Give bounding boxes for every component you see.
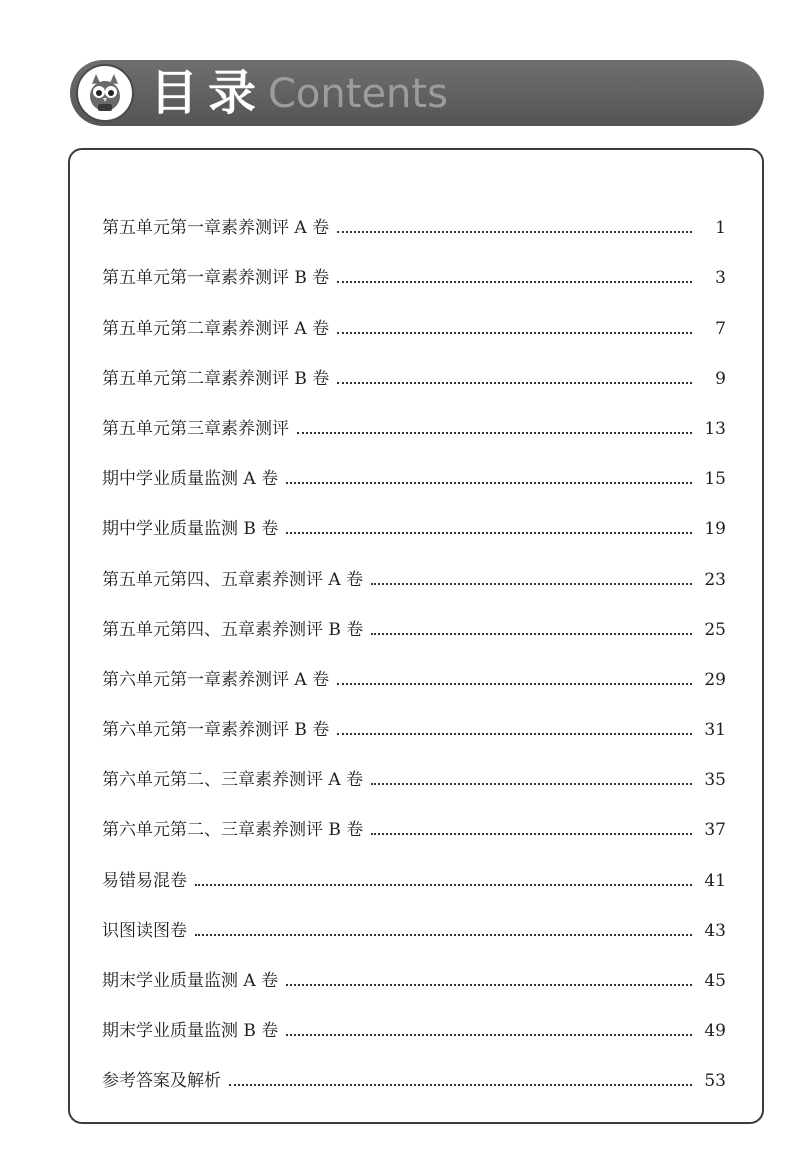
toc-entry-page: 35 [704,770,726,791]
toc-entry[interactable] [102,491,726,541]
toc-entry-title: 第五单元第二章素养测评 B 卷 [102,368,330,389]
toc-entry[interactable] [102,441,726,491]
dot-leader [337,332,692,334]
toc-entry-title: 识图读图卷 [102,920,187,941]
toc-entry-title: 第六单元第二、三章素养测评 B 卷 [102,820,364,841]
page-title-english: Contents [268,71,448,117]
toc-entry[interactable] [102,943,726,993]
toc-entry-title: 第六单元第一章素养测评 B 卷 [102,720,330,741]
toc-entry-title: 参考答案及解析 [102,1071,221,1092]
toc-entry-title: 第五单元第二章素养测评 A 卷 [102,318,330,339]
dot-leader [337,281,692,283]
toc-entry[interactable] [102,993,726,1043]
toc-entry-page: 23 [704,569,726,590]
dot-leader [229,1084,692,1086]
dot-leader [297,432,692,434]
toc-entry-title: 第五单元第三章素养测评 [102,418,289,439]
toc-entry[interactable] [102,642,726,692]
toc-entry-page: 25 [704,619,726,640]
owl-mascot-icon [76,64,134,122]
toc-entry-page: 9 [715,368,726,389]
toc-entry[interactable] [102,290,726,340]
toc-entry-page: 13 [704,418,726,439]
toc-entry-title: 第五单元第四、五章素养测评 B 卷 [102,619,364,640]
toc-entry[interactable] [102,391,726,441]
dot-leader [371,833,692,835]
toc-entry-title: 第六单元第一章素养测评 A 卷 [102,669,330,690]
toc-entry-title: 第五单元第一章素养测评 B 卷 [102,268,330,289]
toc-entry[interactable] [102,592,726,642]
toc-entry-title: 期中学业质量监测 B 卷 [102,519,279,540]
dot-leader [337,382,692,384]
toc-entry-page: 49 [704,1021,726,1042]
dot-leader [286,1034,692,1036]
dot-leader [371,583,692,585]
dot-leader [337,733,692,735]
toc-entry-page: 45 [704,971,726,991]
toc-entry-page: 1 [715,218,726,239]
dot-leader [286,984,692,986]
toc-entry[interactable] [102,190,726,240]
toc-entry-title: 第六单元第二、三章素养测评 A 卷 [102,770,364,791]
toc-entry-page: 31 [704,720,726,741]
toc-entry[interactable] [102,742,726,792]
toc-entry-title: 期末学业质量监测 A 卷 [102,971,279,991]
toc-entry[interactable] [102,341,726,391]
dot-leader [371,633,692,635]
page-title: 目录 [150,65,267,121]
toc-entry-page: 43 [704,920,726,941]
toc-entry-page: 3 [715,268,726,289]
toc-entry-page: 53 [704,1071,726,1092]
toc-entry-title: 期末学业质量监测 B 卷 [102,1021,279,1042]
toc-list [102,190,726,1093]
toc-entry-page: 19 [704,519,726,540]
toc-entry-page: 37 [704,820,726,841]
dot-leader [195,934,692,936]
toc-entry[interactable] [102,842,726,892]
dot-leader [286,532,692,534]
toc-entry-page: 41 [704,870,726,891]
toc-entry-title: 第五单元第四、五章素养测评 A 卷 [102,569,364,590]
dot-leader [337,683,692,685]
toc-entry-title: 第五单元第一章素养测评 A 卷 [102,218,330,239]
toc-entry[interactable] [102,692,726,742]
dot-leader [371,783,692,785]
toc-entry-page: 7 [715,318,726,339]
toc-entry-page: 15 [704,469,726,490]
toc-entry[interactable] [102,792,726,842]
toc-entry[interactable] [102,240,726,290]
dot-leader [286,482,692,484]
dot-leader [337,231,692,233]
toc-entry[interactable] [102,1043,726,1093]
dot-leader [195,884,692,886]
toc-entry[interactable] [102,541,726,591]
toc-entry-title: 易错易混卷 [102,870,187,891]
toc-entry[interactable] [102,893,726,943]
toc-entry-page: 29 [704,669,726,690]
toc-entry-title: 期中学业质量监测 A 卷 [102,469,279,490]
